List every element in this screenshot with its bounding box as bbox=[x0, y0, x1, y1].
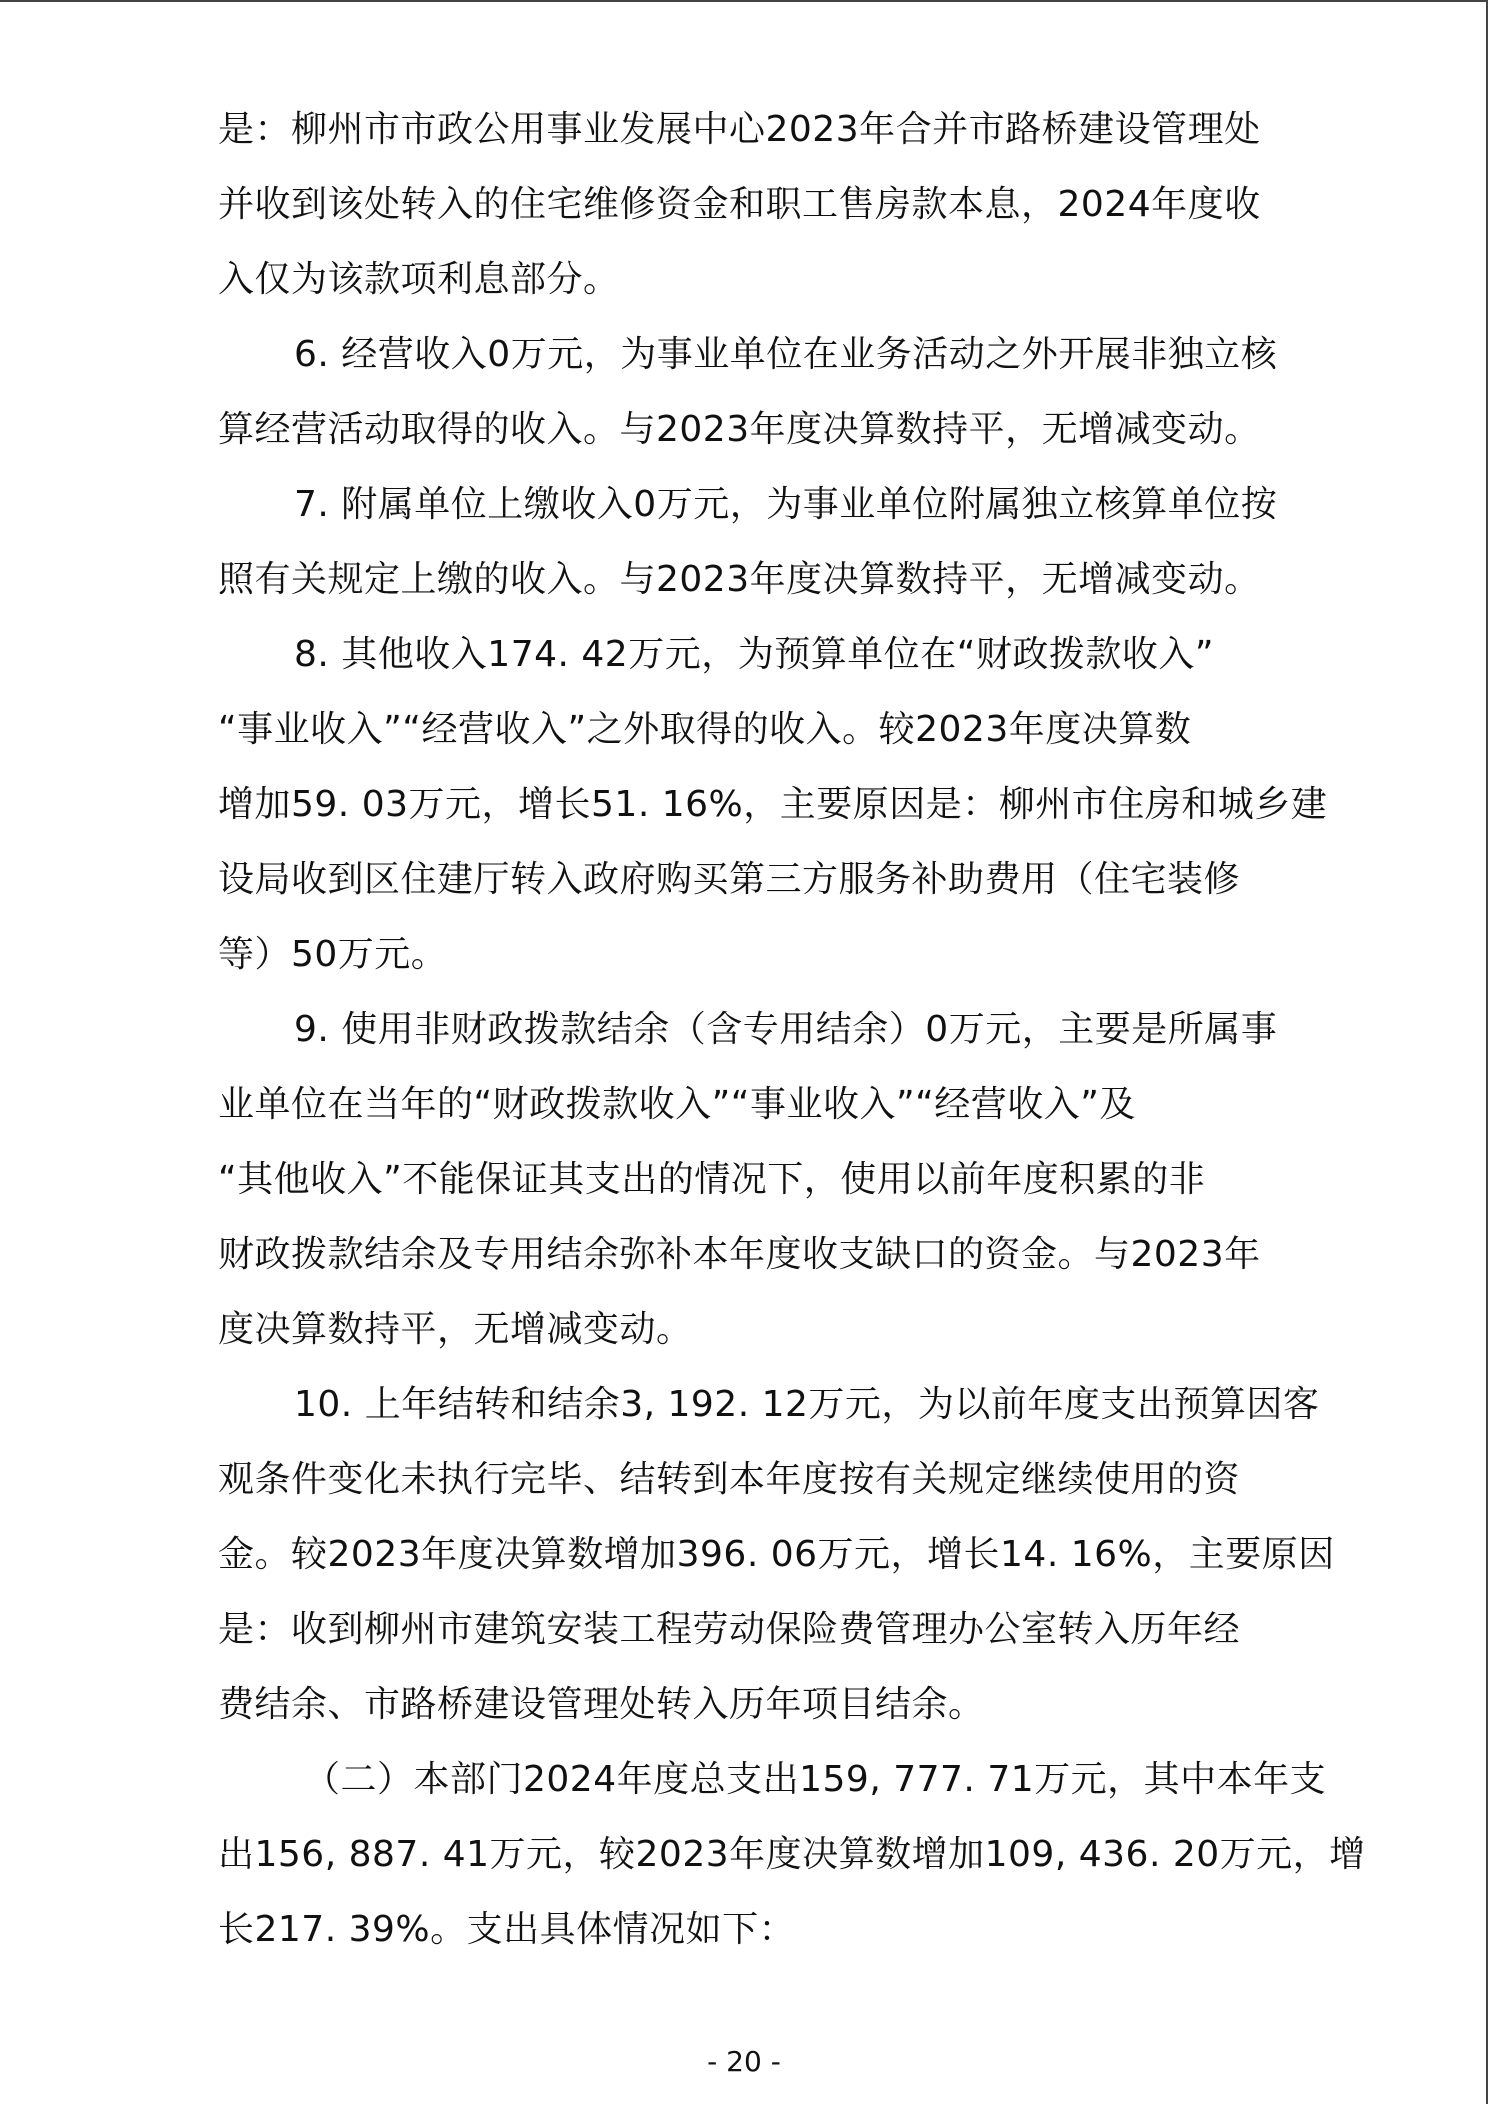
text-line: “事业收入”“经营收入”之外取得的收入。较2023年度决算数 bbox=[218, 709, 1192, 750]
text-line: 是：柳州市市政公用事业发展中心2023年合并市路桥建设管理处 bbox=[218, 109, 1261, 150]
text-line: “其他收入”不能保证其支出的情况下，使用以前年度积累的非 bbox=[218, 1159, 1206, 1200]
paragraph-10-carryover bbox=[218, 1367, 1335, 1742]
page-number: - 20 - bbox=[707, 2045, 781, 2078]
text-line: 出156, 887. 41万元，较2023年度决算数增加109, 436. 20万元，增 bbox=[218, 1834, 1366, 1875]
text-line: 财政拨款结余及专用结余弥补本年度收支缺口的资金。与2023年 bbox=[218, 1234, 1261, 1275]
text-line: 9. 使用非财政拨款结余（含专用结余）0万元，主要是所属事 bbox=[294, 1009, 1278, 1050]
text-line: 是：收到柳州市建筑安装工程劳动保险费管理办公室转入历年经 bbox=[218, 1609, 1241, 1650]
paragraph-continuation bbox=[218, 92, 1288, 317]
text-line: 照有关规定上缴的收入。与2023年度决算数持平，无增减变动。 bbox=[218, 559, 1261, 600]
text-line: 等）50万元。 bbox=[218, 934, 448, 975]
text-line: 增加59. 03万元，增长51. 16%，主要原因是：柳州市住房和城乡建 bbox=[218, 784, 1328, 825]
text-line: 长217. 39%。支出具体情况如下： bbox=[218, 1909, 796, 1950]
paragraph-7-affiliated-income bbox=[218, 467, 1288, 617]
text-line: 入仅为该款项利息部分。 bbox=[218, 259, 620, 300]
text-line: 7. 附属单位上缴收入0万元，为事业单位附属独立核算单位按 bbox=[294, 484, 1278, 525]
text-line: 观条件变化未执行完毕、结转到本年度按有关规定继续使用的资 bbox=[218, 1459, 1241, 1500]
body-text bbox=[218, 92, 1366, 1967]
text-line: 10. 上年结转和结余3, 192. 12万元，为以前年度支出预算因客 bbox=[294, 1384, 1320, 1425]
text-line: 设局收到区住建厅转入政府购买第三方服务补助费用（住宅装修 bbox=[218, 859, 1241, 900]
text-line: 业单位在当年的“财政拨款收入”“事业收入”“经营收入”及 bbox=[218, 1084, 1136, 1125]
paragraph-8-other-income bbox=[218, 617, 1328, 992]
text-line: 金。较2023年度决算数增加396. 06万元，增长14. 16%，主要原因 bbox=[218, 1534, 1335, 1575]
paragraph-6-operating-income bbox=[218, 317, 1288, 467]
text-line: 8. 其他收入174. 42万元，为预算单位在“财政拨款收入” bbox=[294, 634, 1215, 675]
text-line: 6. 经营收入0万元，为事业单位在业务活动之外开展非独立核 bbox=[294, 334, 1278, 375]
paragraph-9-non-fiscal-balance bbox=[218, 992, 1288, 1367]
paragraph-section-2-expenditure bbox=[218, 1742, 1366, 1967]
text-line: 算经营活动取得的收入。与2023年度决算数持平，无增减变动。 bbox=[218, 409, 1261, 450]
text-line: 并收到该处转入的住宅维修资金和职工售房款本息，2024年度收 bbox=[218, 184, 1261, 225]
text-line: 度决算数持平，无增减变动。 bbox=[218, 1309, 693, 1350]
text-line: 费结余、市路桥建设管理处转入历年项目结余。 bbox=[218, 1684, 985, 1725]
text-line: （二）本部门2024年度总支出159, 777. 71万元，其中本年支 bbox=[304, 1759, 1327, 1800]
